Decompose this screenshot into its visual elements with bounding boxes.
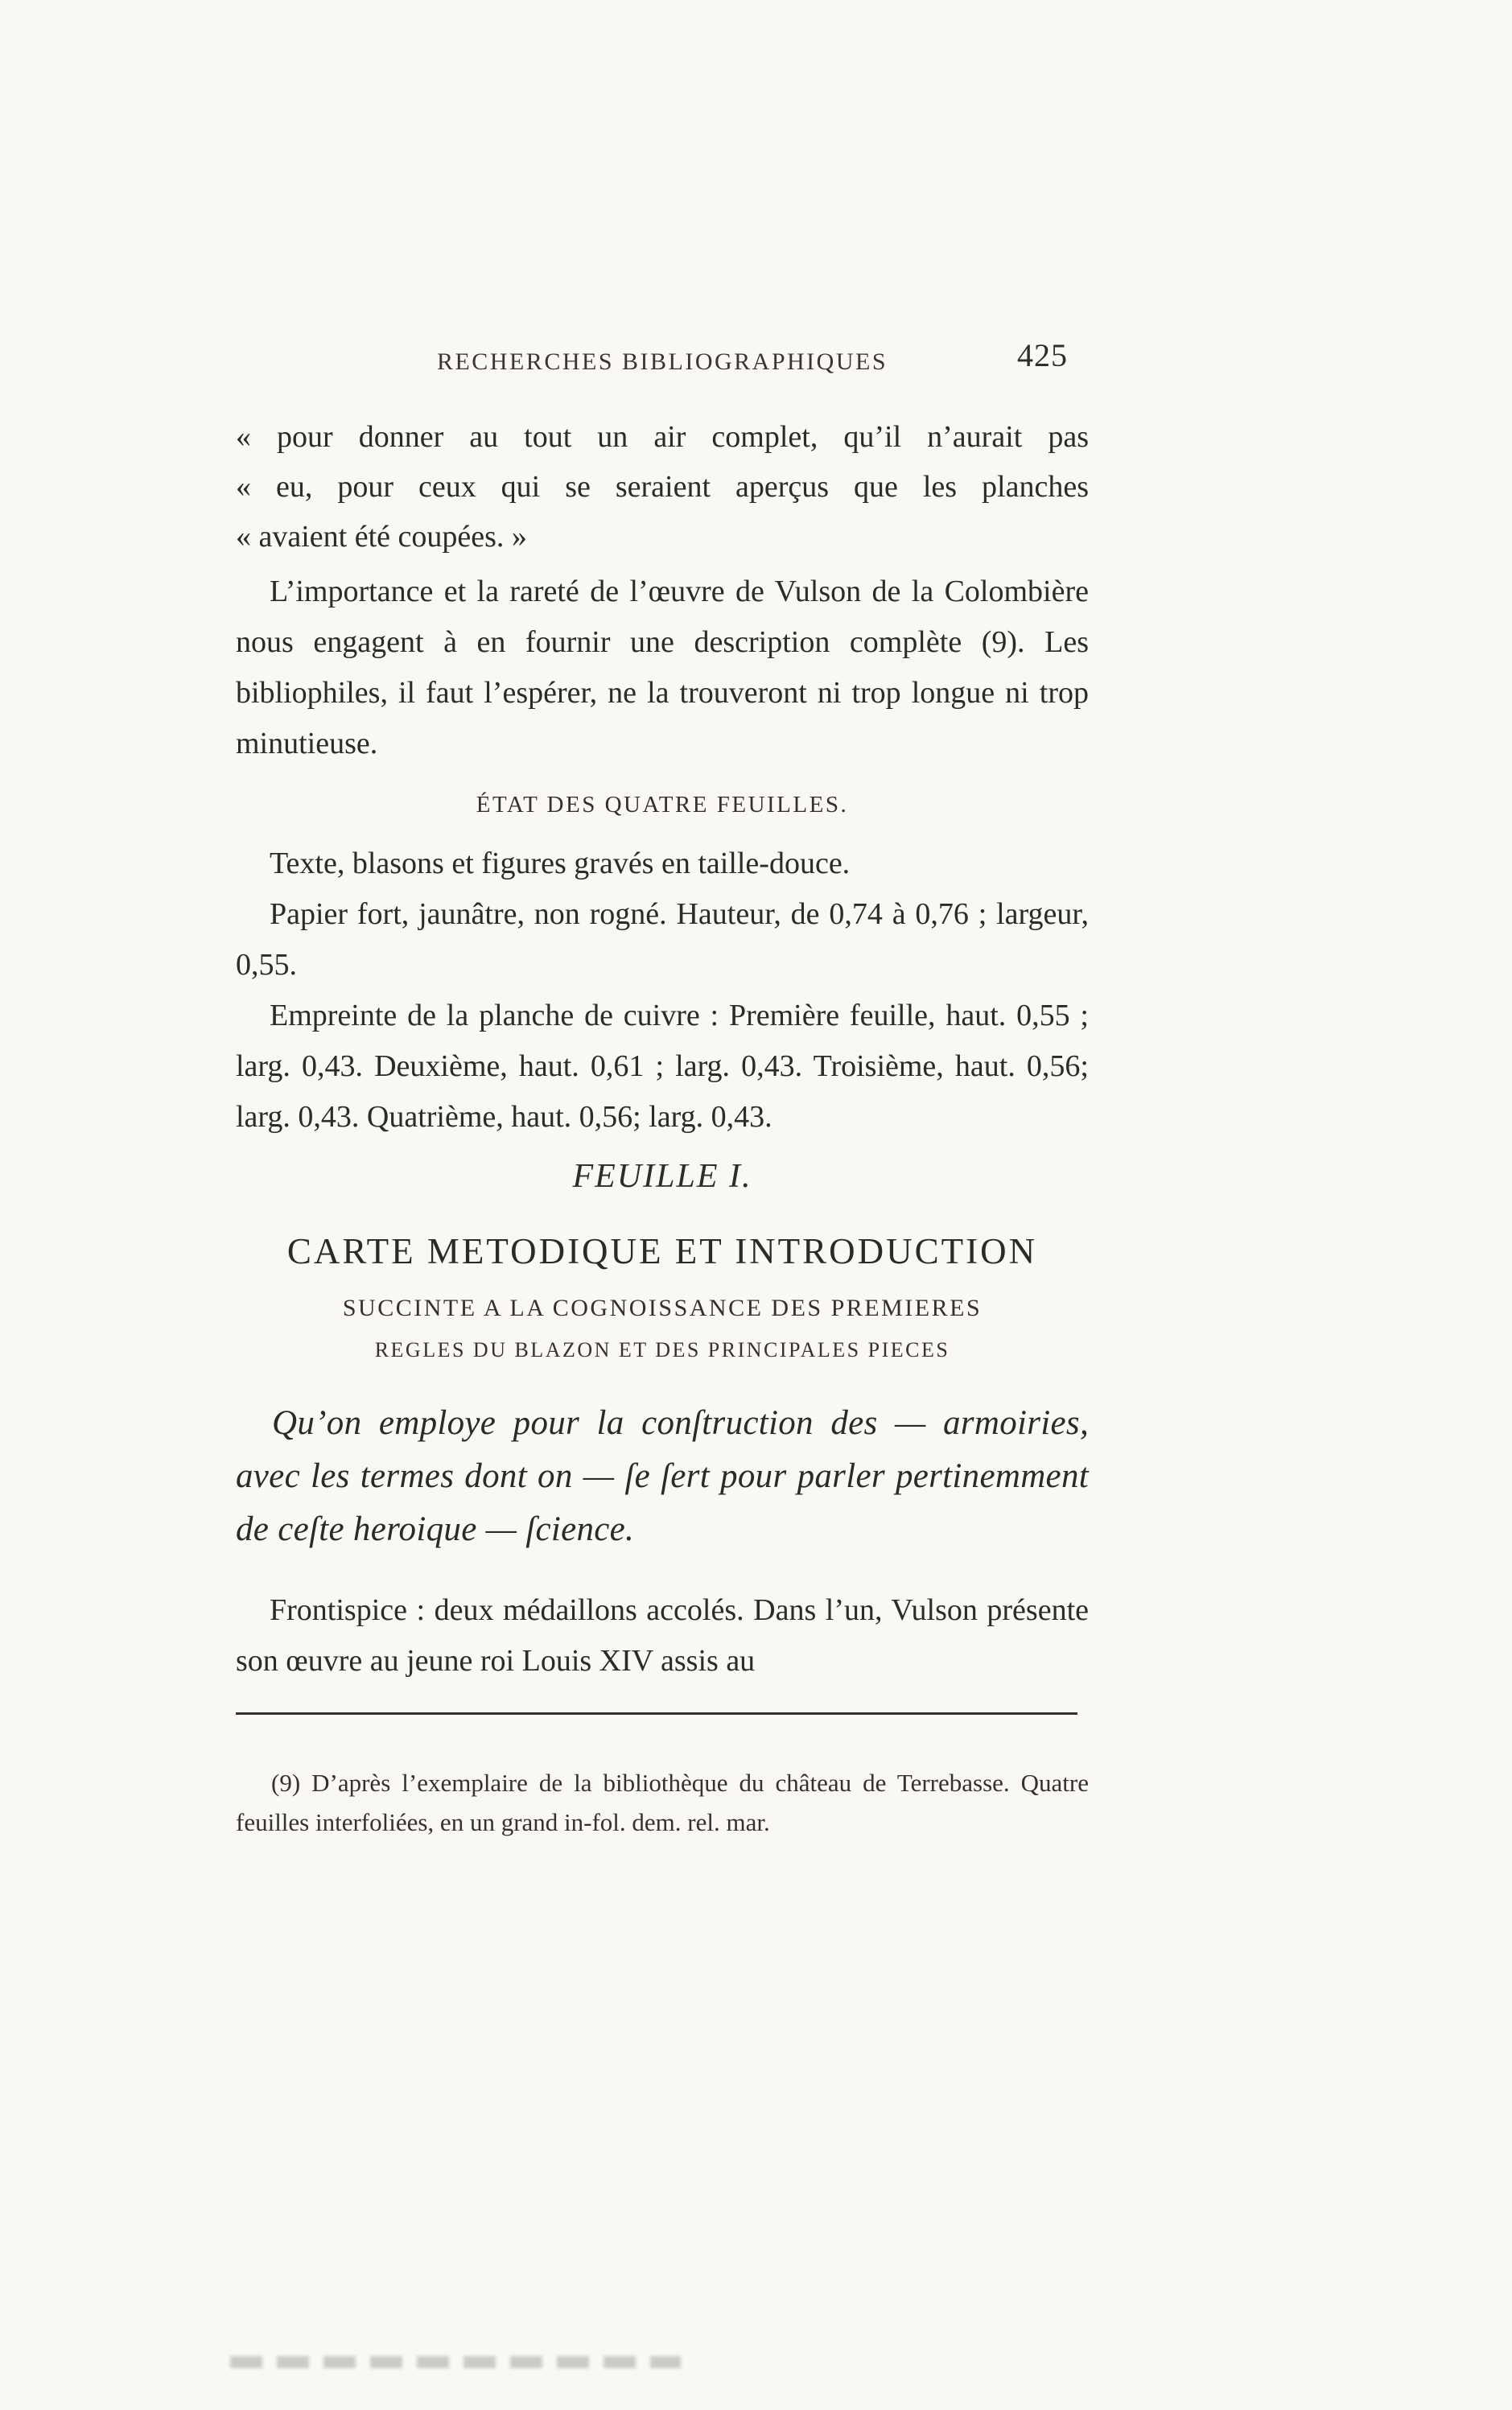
epigraph-old-style-title: Qu’on employe pour la conſtruction des — armoiries, avec les termes dont on — ſe ſert pour parler pertinemment de ceſte heroique — ſcience. bbox=[236, 1404, 1089, 1548]
page-bottom-show-through-artifact bbox=[230, 2356, 681, 2368]
paragraph-importance: L’importance et la rareté de l’œuvre de Vulson de la Colombière nous engagent à en fournir une description complète (9). Les bibliophiles, il faut l’espérer, ne la trouveront ni trop longue ni trop minutieuse. bbox=[236, 575, 1089, 760]
section-heading-etat: ÉTAT DES QUATRE FEUILLES. bbox=[476, 792, 849, 818]
heading-regles: REGLES DU BLAZON ET DES PRINCIPALES PIECES bbox=[374, 1338, 950, 1362]
footnote: (9) D’après l’exemplaire de la bibliothèque du château de Terrebasse. Quatre feuilles interfoliées, en un grand in-fol. dem. rel. mar. bbox=[236, 1769, 1089, 1836]
quote-line-3: « avaient été coupées. » bbox=[236, 520, 527, 554]
quote-line-2: « eu, pour ceux qui se seraient aperçus que les planches bbox=[236, 470, 1089, 504]
paragraph-papier: Papier fort, jaunâtre, non rogné. Hauteur, de 0,74 à 0,76 ; largeur, 0,55. bbox=[236, 897, 1089, 982]
text-column bbox=[236, 337, 1089, 1842]
page-number: 425 bbox=[1017, 337, 1068, 373]
heading-carte-metodique: CARTE METODIQUE ET INTRODUCTION bbox=[286, 1231, 1038, 1271]
running-header-title: RECHERCHES BIBLIOGRAPHIQUES bbox=[436, 348, 888, 375]
quoted-passage bbox=[236, 412, 1089, 562]
paragraph-frontispice: Frontispice : deux médaillons accolés. Dans l’un, Vulson présente son œuvre au jeune roi Louis XIV assis au bbox=[236, 1593, 1089, 1678]
quote-line-1: « pour donner au tout un air complet, qu’il n’aurait pas bbox=[236, 420, 1089, 454]
paragraph-texte: Texte, blasons et figures gravés en taille-douce. bbox=[270, 847, 851, 880]
footnote-separator bbox=[236, 1712, 1077, 1715]
heading-feuille-i: FEUILLE I. bbox=[572, 1158, 752, 1195]
heading-succinte: SUCCINTE A LA COGNOISSANCE DES PREMIERES bbox=[342, 1295, 983, 1321]
paragraph-empreinte: Empreinte de la planche de cuivre : Première feuille, haut. 0,55 ; larg. 0,43. Deuxième, haut. 0,61 ; larg. 0,43. Troisième, haut. 0,56; larg. 0,43. Quatrième, haut. 0,56; larg. 0,43. bbox=[236, 999, 1089, 1134]
running-header bbox=[236, 337, 1089, 383]
